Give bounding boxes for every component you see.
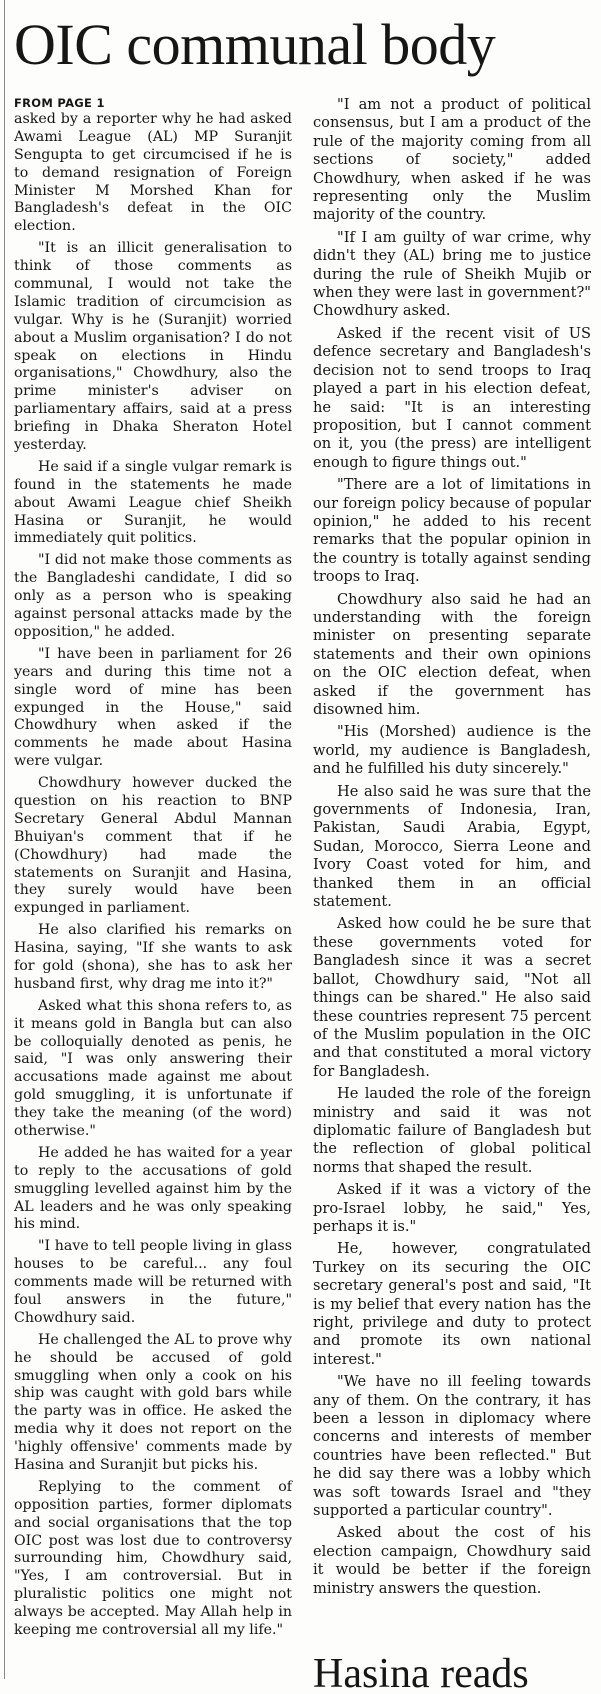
headline: OIC communal body xyxy=(14,12,496,77)
paragraph-13: "If I am guilty of war crime, why didn't they (AL) bring me to justice during the rule of Sheikh Mujib or when they were last in government?" Chowdhury asked. xyxy=(313,228,591,320)
article-column-left xyxy=(14,96,292,1644)
paragraph-1: "It is an illicit generalisation to think of those comments as communal, I would not take the Islamic tradition of circumcision as vulgar. Why is he (Suranjit) worried about a Muslim organisation? I do not speak on elections in Hindu organisations," Chowdhury, also the prime minister's adviser on parliamentary affairs, said at a press briefing in Dhaka Sheraton Hotel yesterday. xyxy=(14,240,292,454)
paragraph-12: "I am not a product of political consensus, but I am a product of the rule of the majority coming from all sections of society," added Chowdhury, when asked if he was representing only the Muslim majority of the country. xyxy=(313,96,591,224)
paragraph-5: Chowdhury however ducked the question on his reaction to BNP Secretary General Abdul Mannan Bhuiyan's comment that if he (Chowdhury) had made the statements on Suranjit and Hasina, they surely would have been expunged in parliament. xyxy=(14,775,292,917)
paragraph-23: "We have no ill feeling towards any of them. On the contrary, it has been a lesson in diplomacy where concerns and interests of member countries have been reflected." But he did say there was a lobby which was soft towards Israel and "they supported a particular country". xyxy=(313,1373,591,1520)
paragraph-11: Replying to the comment of opposition parties, former diplomats and social organisations that the top OIC post was lost due to controversy surrounding him, Chowdhury said, "Yes, I am controversial. But in pluralistic politics one might not always be accepted. May Allah help in keeping me controversial all my life." xyxy=(14,1478,292,1639)
paragraph-14: Asked if the recent visit of US defence secretary and Bangladesh's decision not to send troops to Iraq played a part in his election defeat, he said: "It is an interesting proposition, but I cannot comment on it, you (the press) are intelligent enough to figure things out." xyxy=(313,324,591,471)
paragraph-0: FROM PAGE 1 asked by a reporter why he had asked Awami League (AL) MP Suranjit Sengupta to get circumcised if he is to demand resignation of Foreign Minister M Morshed Khan for Bangladesh's defeat in the OIC election. xyxy=(14,96,292,235)
paragraph-16: Chowdhury also said he had an understanding with the foreign minister on presenting separate statements and their own opinions on the OIC election defeat, when asked if the government has disowned him. xyxy=(313,590,591,718)
column-rule xyxy=(4,0,5,1679)
dateline: FROM PAGE 1 xyxy=(14,96,105,110)
paragraph-10: He challenged the AL to prove why he should be accused of gold smuggling when only a cook on his ship was caught with gold bars while the party was in office. He asked the media why it does not report on the 'highly offensive' comments made by Hasina and Suranjit but picks his. xyxy=(14,1331,292,1474)
paragraph-24: Asked about the cost of his election campaign, Chowdhury said it would be better if the foreign ministry answers the question. xyxy=(313,1524,591,1597)
paragraph-17: "His (Morshed) audience is the world, my audience is Bangladesh, and he fulfilled his duty sincerely." xyxy=(313,723,591,778)
paragraph-19: Asked how could he be sure that these governments voted for Bangladesh since it was a secret ballot, Chowdhury said, "Not all things can be shared." He also said these countries represent 75 percent of the Muslim population in the OIC and that constituted a moral victory for Bangladesh. xyxy=(313,915,591,1080)
paragraph-8: He added he has waited for a year to reply to the accusations of gold smuggling levelled against him by the AL leaders and he was only speaking his mind. xyxy=(14,1144,292,1233)
article-column-right xyxy=(313,96,591,1602)
paragraph-21: Asked if it was a victory of the pro-Israel lobby, he said," Yes, perhaps it is." xyxy=(313,1181,591,1235)
paragraph-3: "I did not make those comments as the Bangladeshi candidate, I did so only as a person who is speaking against personal attacks made by the opposition," he added. xyxy=(14,552,292,640)
next-article-headline: Hasina reads xyxy=(313,1654,529,1694)
paragraph-15: "There are a lot of limitations in our foreign policy because of popular opinion," he added to his recent remarks that the popular opinion in the country is totally against sending troops to Iraq. xyxy=(313,476,591,586)
paragraph-2: He said if a single vulgar remark is found in the statements he made about Awami League chief Sheikh Hasina or Suranjit, he would immediately quit politics. xyxy=(14,458,292,547)
paragraph-7: Asked what this shona refers to, as it means gold in Bangla but can also be colloquially denoted as penis, he said, "I was only answering their accusations made against me about gold smuggling, it is unfortunate if they take the meaning (of the word) otherwise." xyxy=(14,997,292,1139)
paragraph-22: He, however, congratulated Turkey on its securing the OIC secretary general's post and said, "It is my belief that every nation has the right, privilege and duty to protect and promote its own national interest." xyxy=(313,1240,591,1368)
paragraph-18: He also said he was sure that the governments of Indonesia, Iran, Pakistan, Saudi Arabia, Egypt, Sudan, Morocco, Sierra Leone and Ivory Coast voted for him, and thanked them in an official statement. xyxy=(313,782,591,911)
paragraph-9: "I have to tell people living in glass houses to be careful... any foul comments made will be returned with foul answers in the future," Chowdhury said. xyxy=(14,1238,292,1326)
paragraph-4: "I have been in parliament for 26 years and during this time not a single word of mine has been expunged in the House," said Chowdhury when asked if the comments he made about Hasina were vulgar. xyxy=(14,645,292,770)
paragraph-20: He lauded the role of the foreign ministry and said it was not diplomatic failure of Bangladesh but the reflection of global political norms that shaped the result. xyxy=(313,1085,591,1176)
paragraph-6: He also clarified his remarks on Hasina, saying, "If she wants to ask for gold (shona), she has to ask her husband first, why drag me into it?" xyxy=(14,922,292,992)
